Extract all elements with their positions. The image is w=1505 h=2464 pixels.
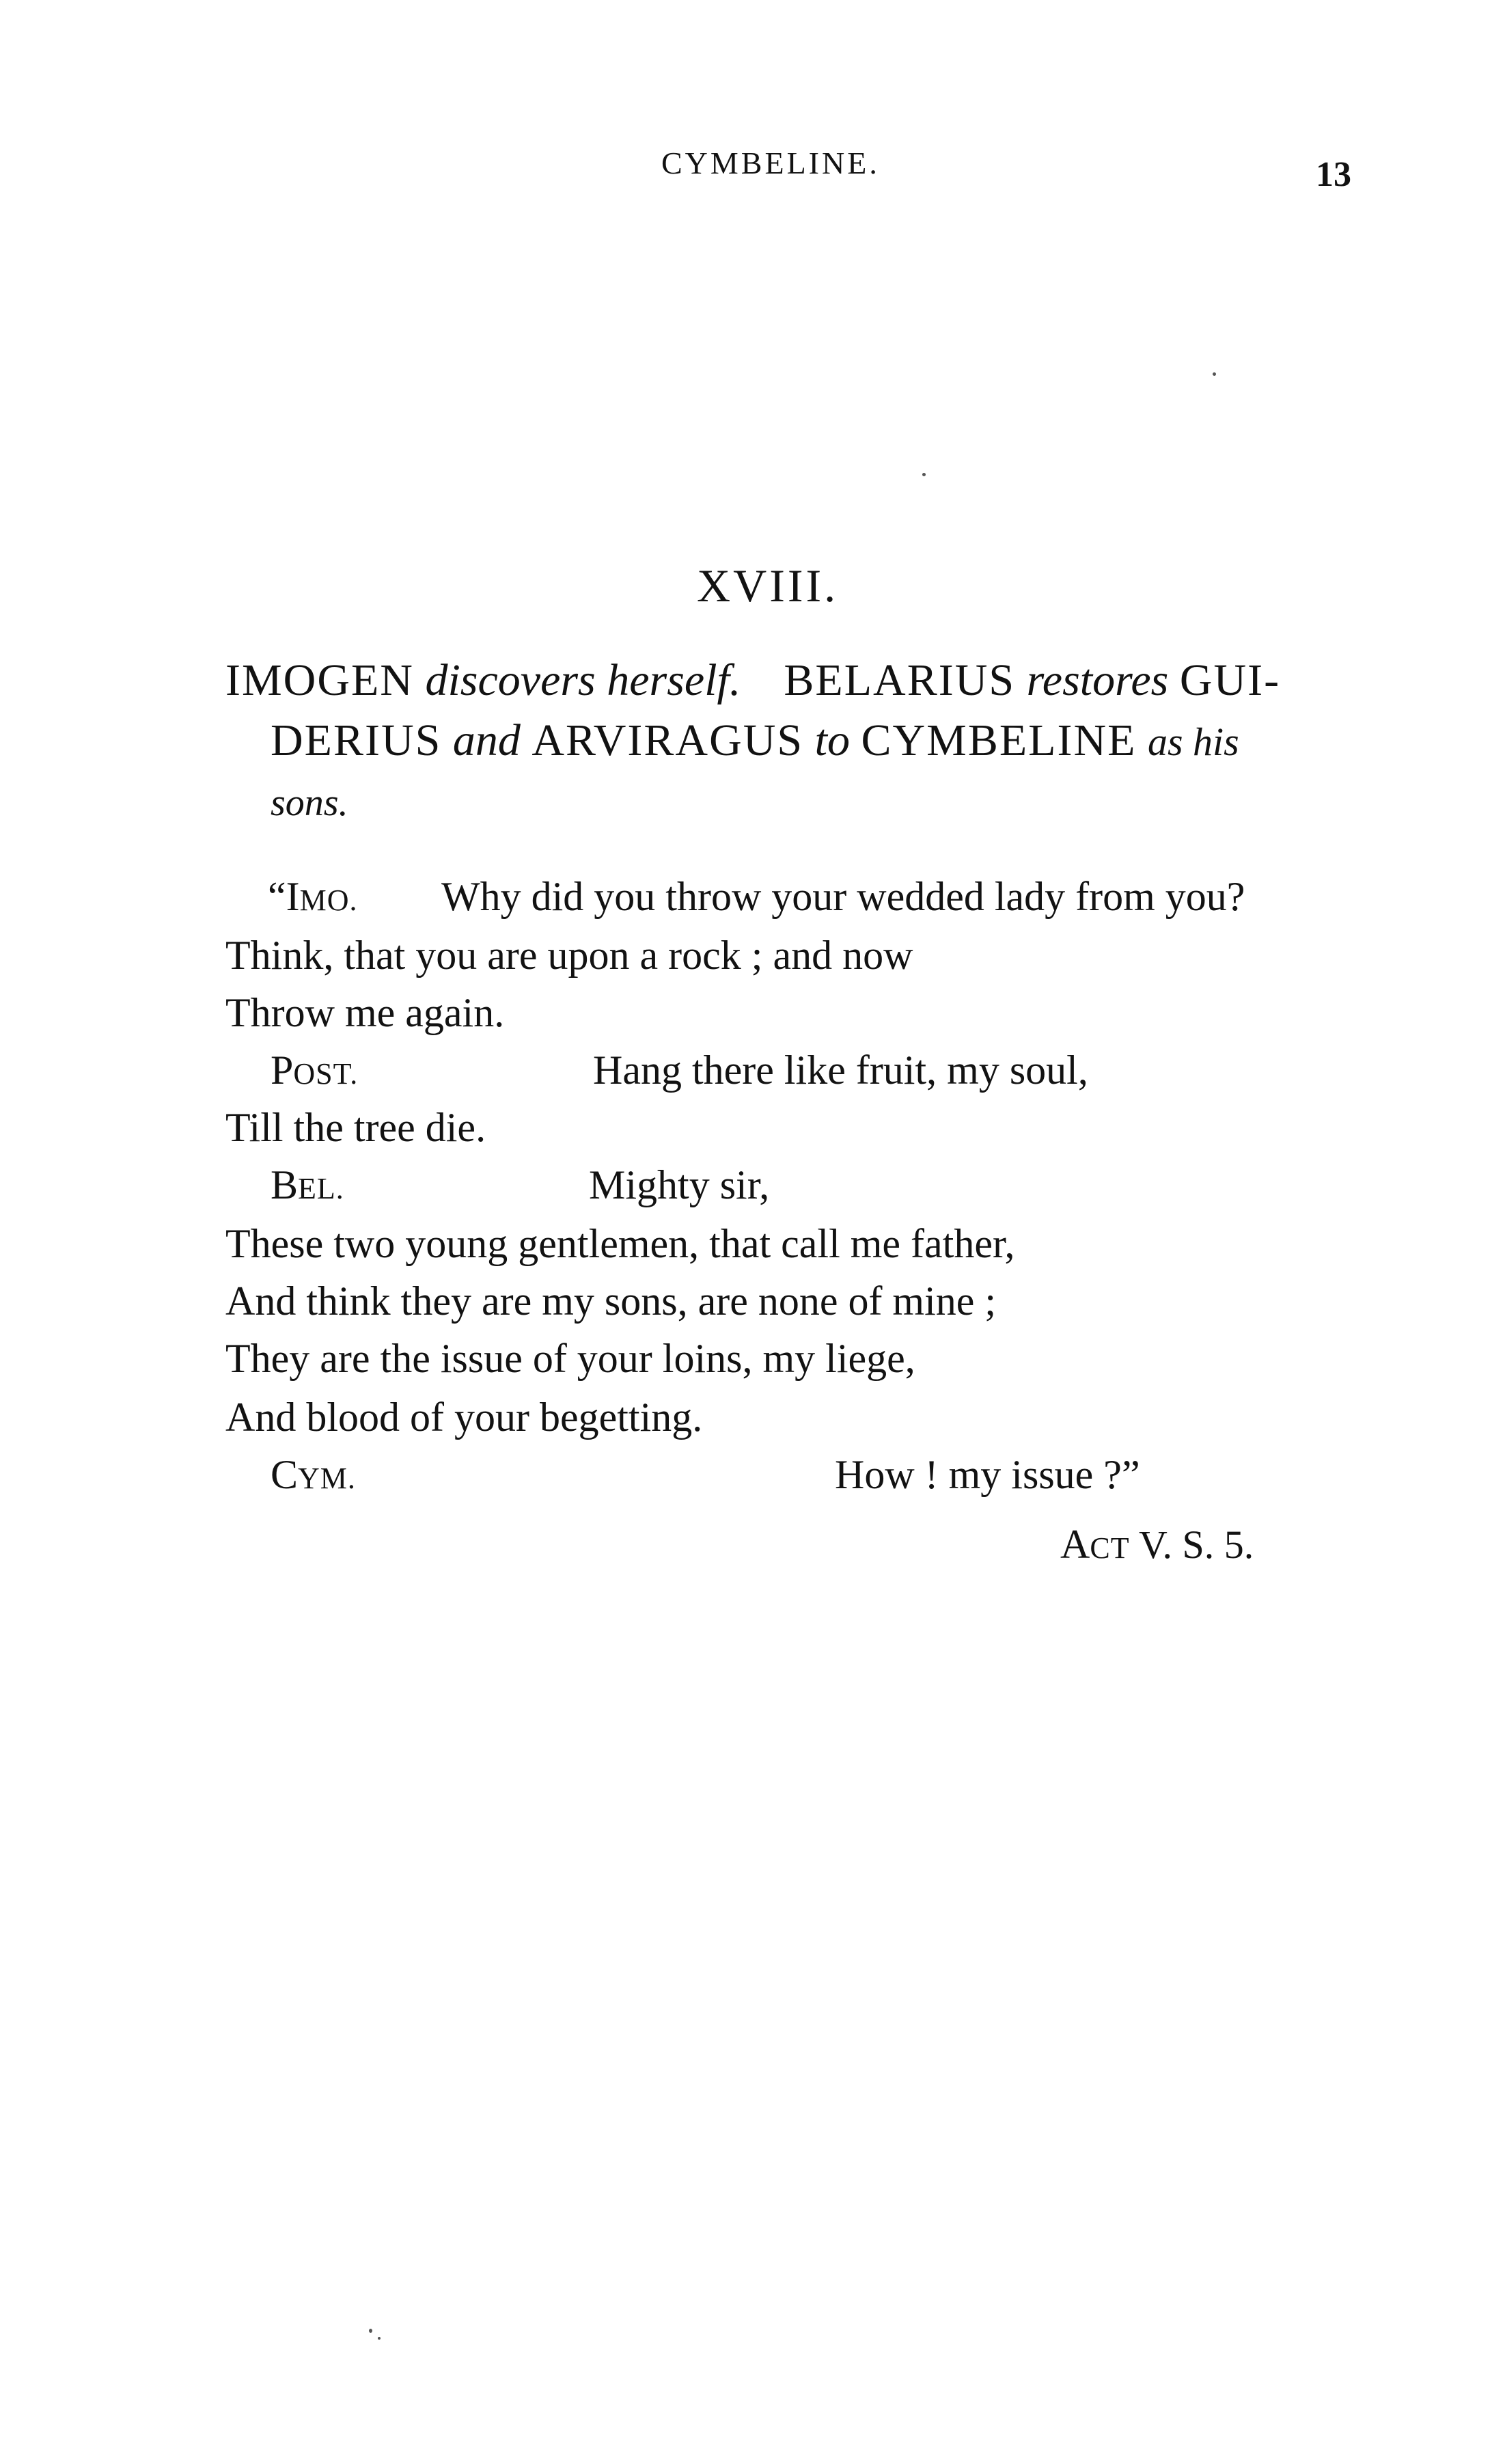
argument-italic: to — [814, 715, 850, 765]
character-name: BELARIUS — [784, 655, 1016, 705]
speaker-rest: YM. — [298, 1462, 356, 1495]
speaker-initial: C — [271, 1452, 299, 1497]
argument-line-3 — [271, 775, 348, 827]
act-scene-reference — [1060, 1521, 1254, 1568]
verse-line-4-text: Hang there like fruit, my soul, — [593, 1048, 1088, 1093]
verse-line-1 — [268, 873, 358, 920]
speaker-rest: MO. — [299, 884, 358, 917]
verse-line-6-speaker — [271, 1162, 344, 1209]
argument-italic: restores — [1026, 655, 1169, 705]
character-name: CYMBELINE — [861, 715, 1137, 765]
verse-line-10: And blood of your begetting. — [225, 1395, 703, 1440]
verse-line-9: They are the issue of your loins, my liege, — [225, 1336, 915, 1381]
verse-line-4-speaker — [271, 1047, 358, 1094]
page-number: 13 — [1316, 155, 1351, 194]
verse-line-8: And think they are my sons, are none of mine ; — [225, 1278, 997, 1324]
verse-line-7: These two young gentlemen, that call me father, — [225, 1221, 1015, 1266]
print-speck — [378, 2337, 381, 2340]
character-name: ARVIRAGUS — [531, 715, 804, 765]
verse-line-5: Till the tree die. — [225, 1105, 486, 1150]
verse-line-11-speaker — [271, 1451, 356, 1498]
argument-italic: sons. — [271, 782, 348, 824]
argument-italic: discovers herself. — [425, 655, 741, 705]
verse-line-3: Throw me again. — [225, 990, 505, 1035]
speaker-initial: B — [271, 1162, 299, 1207]
verse-line-1-text: Why did you throw your wedded lady from you? — [441, 874, 1245, 919]
speaker-rest: EL. — [298, 1172, 344, 1205]
verse-line-6-text: Mighty sir, — [589, 1162, 770, 1207]
speaker-initial: I — [286, 874, 300, 919]
argument-italic: as his — [1147, 720, 1239, 764]
open-quote: “ — [268, 874, 286, 919]
argument-line-2 — [271, 715, 1239, 767]
verse-line-2: Think, that you are upon a rock ; and now — [225, 933, 913, 978]
character-name: IMOGEN — [225, 655, 414, 705]
act-scene-location: V. S. 5. — [1139, 1522, 1254, 1567]
argument-italic: and — [452, 715, 521, 765]
act-initial: A — [1060, 1522, 1090, 1567]
print-speck — [1213, 372, 1216, 376]
running-title: CYMBELINE. — [661, 146, 880, 180]
print-speck — [369, 2329, 372, 2333]
act-rest: CT — [1090, 1531, 1130, 1565]
argument-line-1 — [225, 655, 1280, 707]
section-number: XVIII. — [697, 560, 839, 612]
speaker-initial: P — [271, 1048, 294, 1093]
character-name: GUI- — [1179, 655, 1281, 705]
verse-line-11-text: How ! my issue ?” — [835, 1452, 1140, 1497]
print-speck — [922, 473, 926, 476]
speaker-rest: OST. — [293, 1057, 359, 1091]
character-name: DERIUS — [271, 715, 442, 765]
